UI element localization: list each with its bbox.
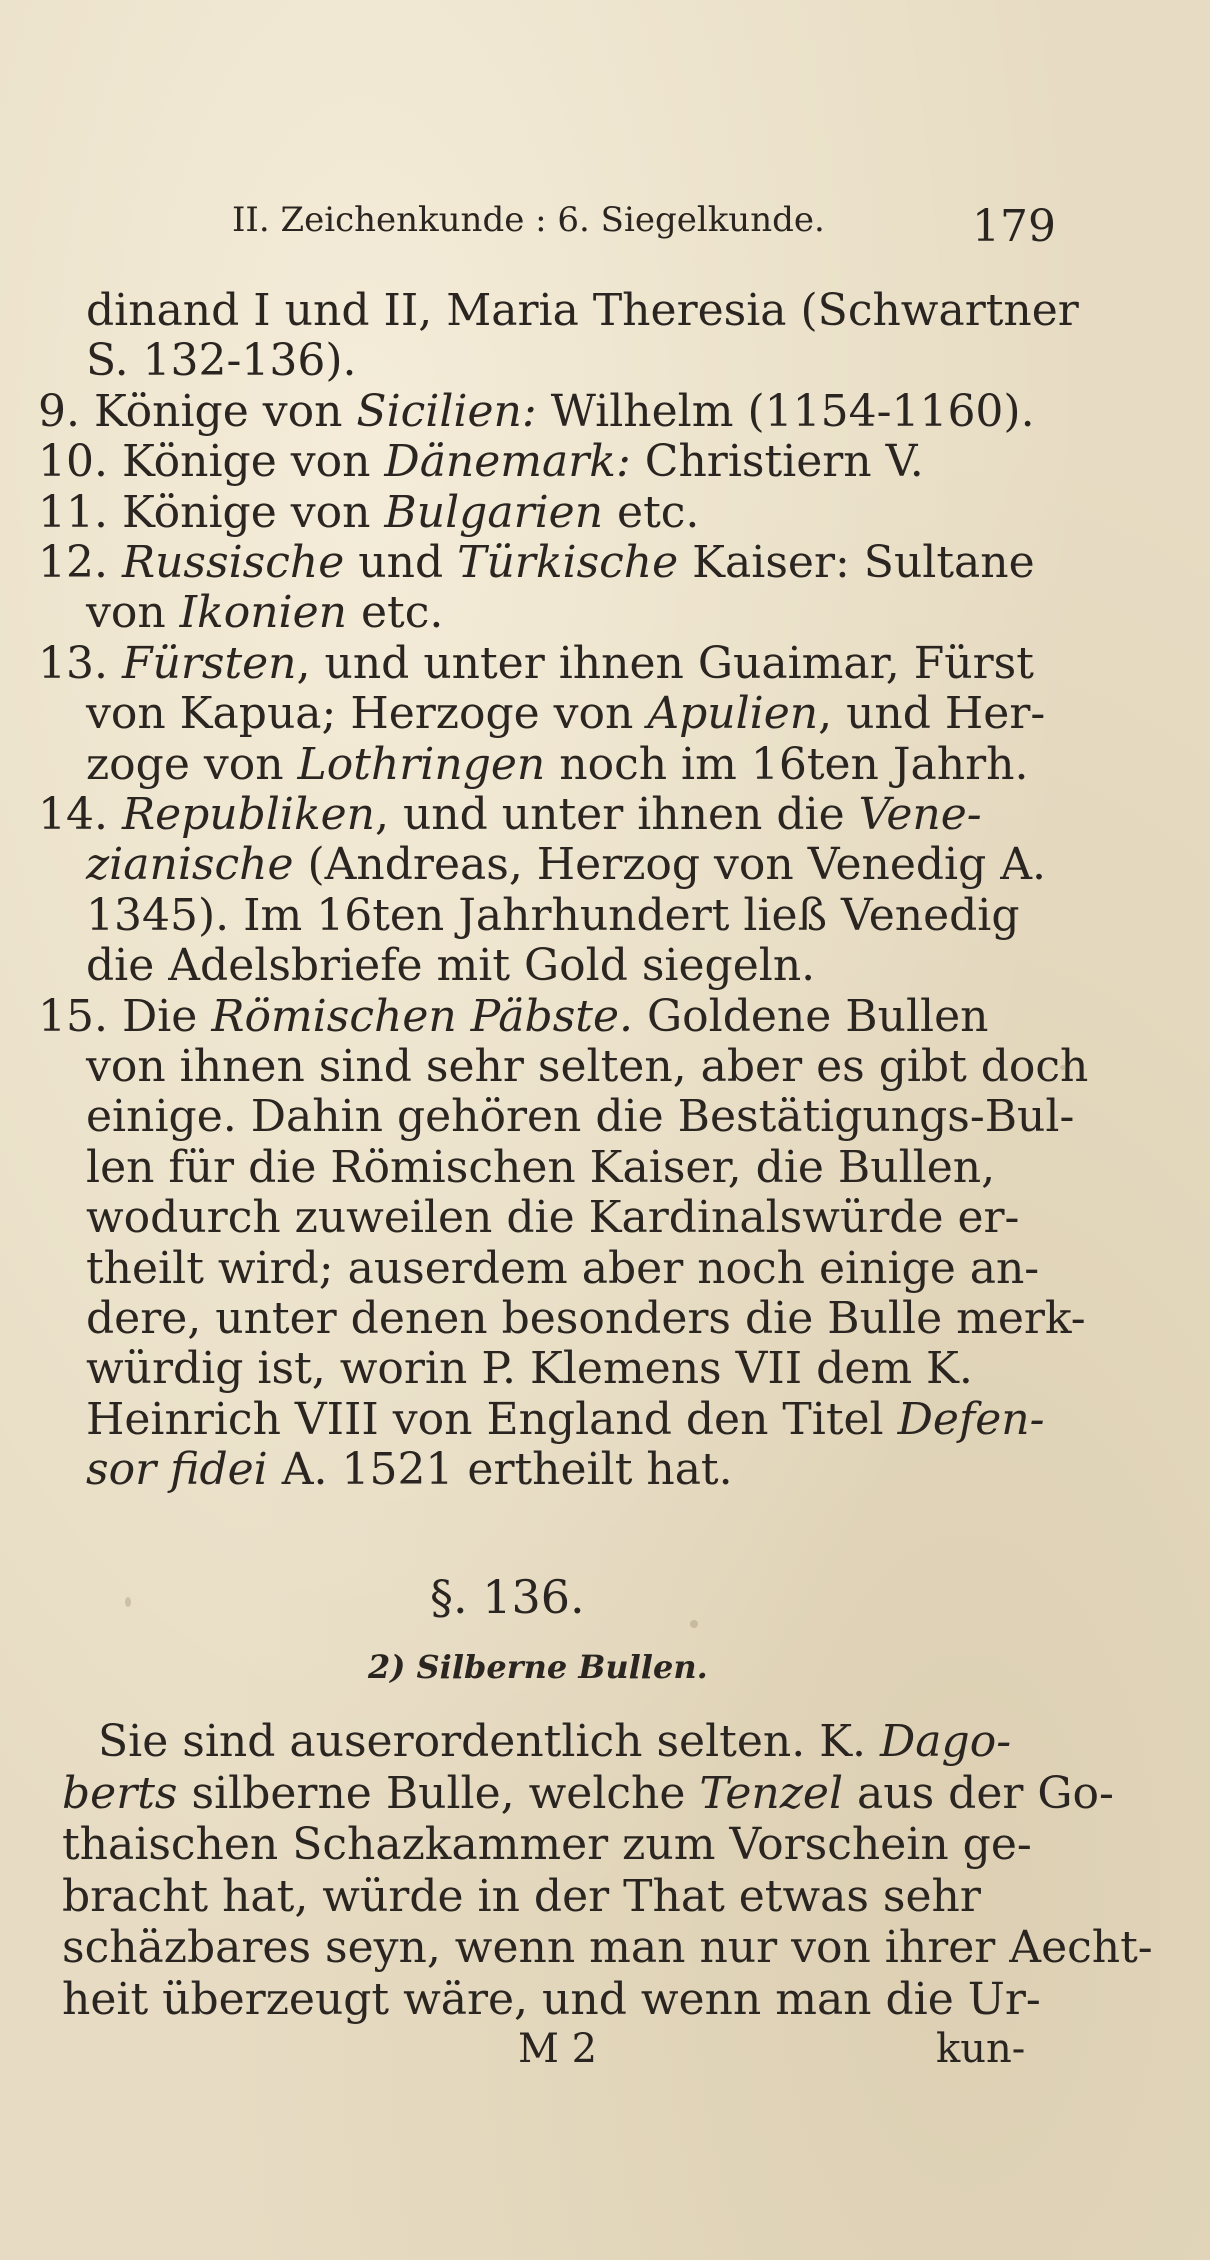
text-line: [86, 1444, 733, 1496]
text-run: die Adelsbriefe mit Gold siegeln.: [86, 940, 816, 992]
italic-term: Fürsten: [121, 637, 297, 689]
text-line: [86, 940, 815, 992]
text-run: bracht hat, würde in der That etwas sehr: [62, 1870, 981, 1922]
italic-term: Sicilien:: [356, 385, 537, 437]
foxing-spot: [1060, 1065, 1067, 1070]
text-run: Goldene Bullen: [633, 990, 989, 1042]
text-line: [86, 1192, 1019, 1244]
text-run: theilt wird; auserdem aber noch einige an-: [86, 1242, 1040, 1294]
text-line: [62, 1768, 1114, 1820]
text-run: silberne Bulle, welche: [177, 1767, 700, 1819]
text-run: einige. Dahin gehören die Bestätigungs-Bul-: [86, 1091, 1075, 1143]
text-line: [38, 436, 924, 488]
text-run: dere, unter denen besonders die Bulle merk-: [86, 1293, 1086, 1344]
section-number: §. 136.: [430, 1570, 585, 1624]
italic-term: Tenzel: [699, 1767, 844, 1819]
italic-term: Apulien: [647, 688, 819, 740]
text-run: heit überzeugt wäre, und wenn man die Ur-: [62, 1973, 1041, 2025]
text-run: wodurch zuweilen die Kardinalswürde er-: [86, 1192, 1020, 1244]
italic-term: Römischen Päbste.: [211, 990, 633, 1042]
text-run: 12.: [38, 537, 122, 588]
italic-term: sor fidei: [86, 1444, 268, 1496]
text-run: 1345). Im 16ten Jahrhundert ließ Venedig: [86, 889, 1020, 941]
text-run: len für die Römischen Kaiser, die Bullen,: [86, 1141, 996, 1193]
signature-mark: M 2: [518, 2026, 598, 2072]
text-run: dinand I und II, Maria Theresia (Schwartner: [86, 285, 1079, 336]
text-run: , und unter ihnen Guaimar, Fürst: [296, 637, 1034, 689]
text-run: , und unter ihnen die: [375, 789, 859, 840]
text-run: Heinrich VIII von England den Titel: [86, 1393, 898, 1445]
text-run: Wilhelm (1154-1160).: [536, 385, 1035, 437]
text-line: [86, 688, 1045, 740]
italic-term: Republiken: [121, 789, 375, 840]
text-run: von ihnen sind sehr selten, aber es gibt doch: [86, 1041, 1089, 1092]
foxing-spot: [690, 1620, 698, 1628]
text-run: noch im 16ten Jahrh.: [545, 738, 1029, 790]
text-run: 13.: [38, 637, 122, 689]
text-run: von Kapua; Herzoge von: [86, 688, 648, 740]
text-line: [98, 1716, 1011, 1768]
text-line: [62, 1819, 1032, 1871]
text-run: S. 132-136).: [86, 335, 357, 387]
foxing-spot: [125, 1597, 131, 1607]
text-line: [86, 1243, 1039, 1295]
text-run: A. 1521 ertheilt hat.: [267, 1444, 733, 1496]
text-line: [38, 537, 1035, 589]
running-title: II. Zeichenkunde : 6. Siegelkunde.: [232, 200, 825, 240]
italic-term: Defen-: [897, 1393, 1045, 1445]
catchword: kun-: [936, 2026, 1026, 2072]
text-line: [86, 1091, 1074, 1143]
text-line: [38, 487, 699, 539]
text-line: [86, 1293, 1086, 1345]
text-run: 9. Könige von: [38, 385, 357, 437]
text-run: Kaiser: Sultane: [678, 537, 1035, 588]
text-line: [86, 335, 357, 387]
text-line: [86, 839, 1046, 891]
text-run: (Andreas, Herzog von Venedig A.: [293, 839, 1047, 891]
italic-term: Türkische: [457, 537, 679, 588]
text-line: [86, 587, 443, 639]
italic-term: Lothringen: [297, 738, 546, 790]
text-line: [62, 1871, 981, 1923]
text-line: [86, 1394, 1044, 1446]
text-line: [86, 1343, 973, 1395]
text-line: [38, 386, 1035, 438]
text-run: 15. Die: [38, 990, 212, 1042]
text-line: [86, 890, 1020, 942]
text-run: und: [344, 537, 458, 588]
italic-term: Vene-: [858, 789, 982, 840]
section-heading: 2) Silberne Bullen.: [368, 1648, 708, 1686]
text-run: 14.: [38, 789, 122, 840]
text-line: [38, 638, 1034, 690]
text-run: zoge von: [86, 738, 298, 790]
italic-term: Dänemark:: [384, 436, 631, 488]
text-run: etc.: [347, 587, 444, 639]
text-run: Sie sind auserordentlich selten. K.: [98, 1716, 881, 1767]
italic-term: Bulgarien: [384, 486, 604, 538]
page-number: 179: [972, 201, 1056, 252]
text-line: [38, 991, 988, 1043]
text-run: 10. Könige von: [38, 436, 385, 488]
text-run: von: [86, 587, 180, 639]
italic-term: zianische: [86, 839, 294, 891]
text-run: etc.: [603, 486, 700, 538]
text-line: [62, 1922, 1153, 1974]
text-run: aus der Go-: [843, 1767, 1114, 1819]
text-line: [86, 739, 1028, 791]
text-line: [38, 789, 982, 841]
italic-term: berts: [62, 1767, 178, 1819]
text-run: 11. Könige von: [38, 486, 385, 538]
text-line: [62, 1974, 1041, 2026]
text-line: [86, 1041, 1088, 1093]
text-run: , und Her-: [818, 688, 1046, 740]
text-run: thaischen Schazkammer zum Vorschein ge-: [62, 1819, 1032, 1870]
text-run: würdig ist, worin P. Klemens VII dem K.: [86, 1343, 973, 1395]
italic-term: Dago-: [880, 1716, 1012, 1767]
text-line: [86, 285, 1079, 337]
italic-term: Ikonien: [179, 587, 347, 639]
italic-term: Russische: [121, 537, 345, 588]
text-run: schäzbares seyn, wenn man nur von ihrer Aecht-: [62, 1922, 1153, 1973]
text-run: Christiern V.: [630, 436, 924, 488]
text-line: [86, 1142, 995, 1194]
